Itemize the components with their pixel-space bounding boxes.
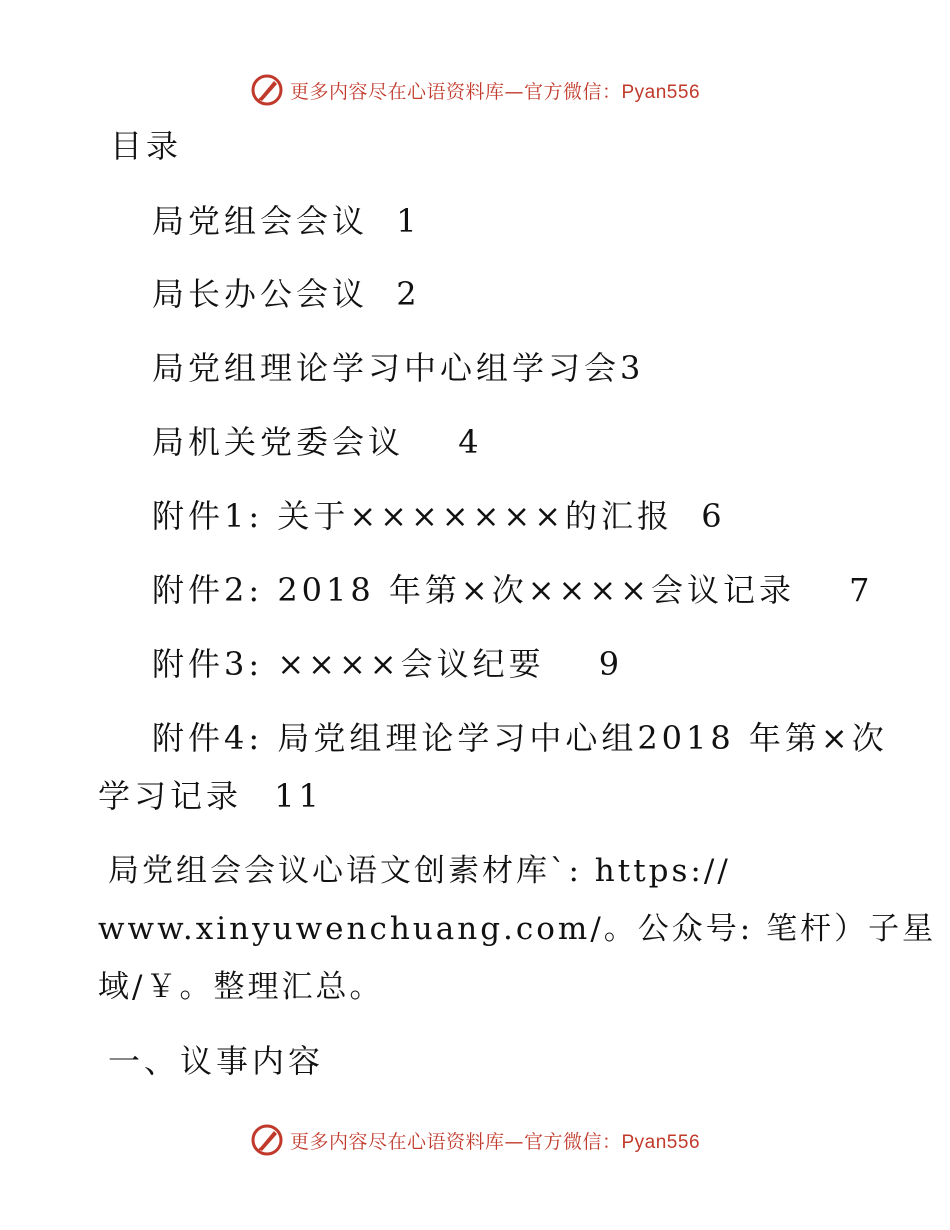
toc-item[interactable]	[152, 202, 421, 240]
toc-item-page: 9	[598, 645, 624, 683]
section-heading: 一、议事内容	[108, 1042, 325, 1080]
toc-item[interactable]	[98, 777, 323, 815]
toc-item-title: 附件2: 2018 年第×次××××会议记录	[152, 571, 795, 609]
toc-item-title: 附件3: ××××会议纪要	[152, 645, 545, 683]
footer-watermark-banner	[0, 1120, 950, 1160]
toc-item-page: 3	[620, 349, 645, 387]
toc-item[interactable]	[152, 275, 421, 313]
toc-item-page: 6	[701, 497, 726, 535]
toc-item-title: 局党组理论学习中心组学习会	[152, 349, 621, 387]
toc-item[interactable]	[152, 719, 888, 757]
banner-text: 更多内容尽在心语资料库—官方微信：Pyan556	[289, 80, 701, 103]
header-watermark-banner	[0, 70, 950, 110]
toc-item-title: 局长办公会议	[152, 275, 369, 313]
toc-item-page: 1	[396, 202, 421, 240]
toc-item[interactable]	[152, 497, 726, 535]
body-text-line: www.xinyuwenchuang.com/。公众号: 笔杆）子星	[98, 911, 937, 947]
toc-item-title: 附件4: 局党组理论学习中心组2018 年第×次	[152, 719, 888, 757]
toc-item-page: 7	[849, 571, 874, 609]
quill-pen-logo-icon	[250, 1123, 284, 1157]
toc-item-page: 4	[458, 423, 483, 461]
toc-item-title: 局党组会会议	[152, 202, 369, 240]
toc-item-title: 局机关党委会议	[152, 423, 405, 461]
toc-item[interactable]	[152, 423, 483, 461]
toc-item[interactable]	[152, 349, 645, 387]
body-text-line: 局党组会会议心语文创素材库`: https://	[108, 853, 731, 889]
banner-text: 更多内容尽在心语资料库—官方微信：Pyan556	[289, 1130, 701, 1153]
toc-item-title: 附件1: 关于×××××××的汇报	[152, 497, 674, 535]
toc-item-page: 11	[274, 777, 323, 815]
toc-heading: 目录	[110, 127, 183, 165]
toc-item[interactable]	[152, 571, 874, 609]
quill-pen-logo-icon	[250, 73, 284, 107]
body-text-line: 域/￥。整理汇总。	[98, 969, 384, 1005]
toc-item-title: 学习记录	[98, 777, 243, 815]
toc-item[interactable]	[152, 645, 624, 683]
toc-item-page: 2	[396, 275, 421, 313]
